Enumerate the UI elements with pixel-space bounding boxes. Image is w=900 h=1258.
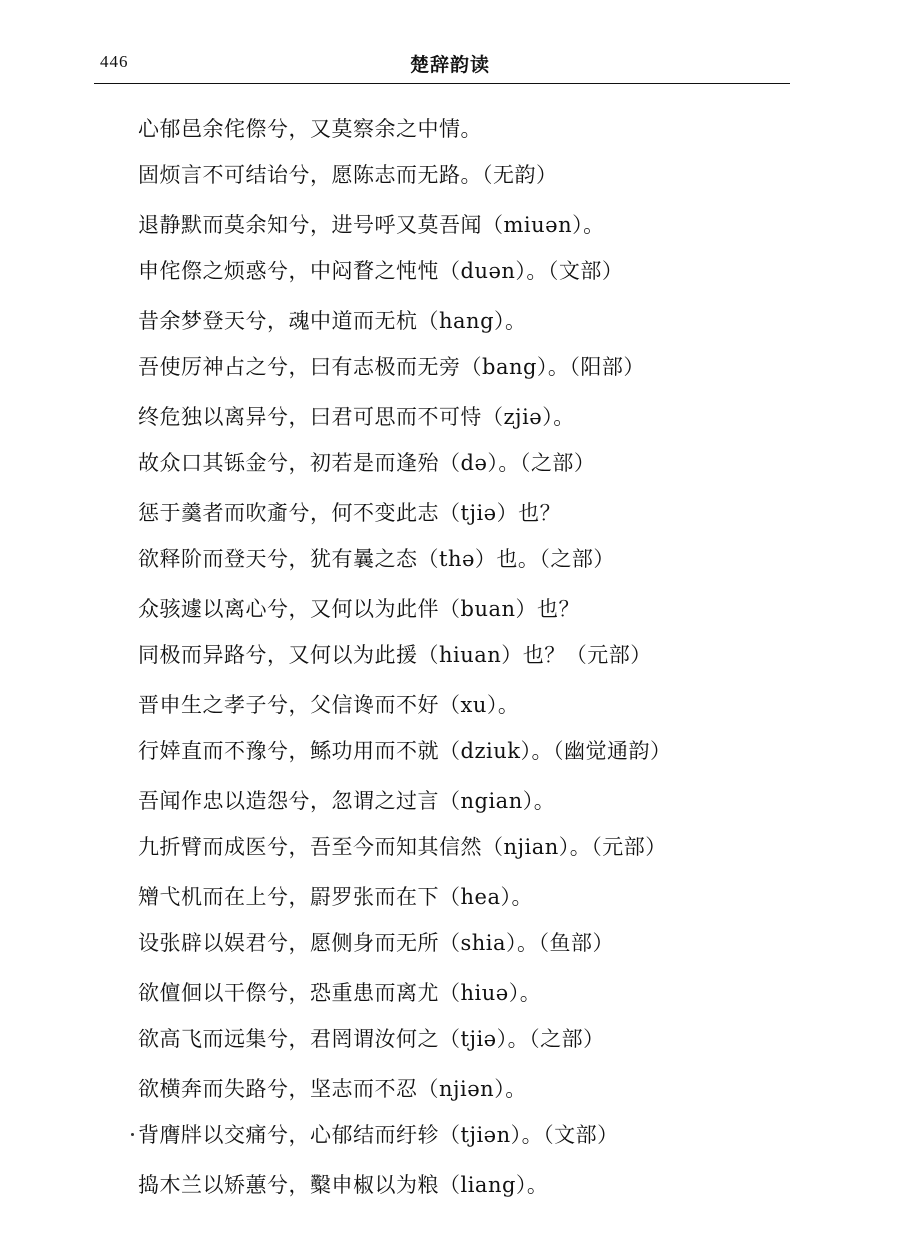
verse-line: 捣木兰以矫蕙兮，糳申椒以为粮（liang）。 [138, 1173, 549, 1197]
verse-line: 众骇遽以离心兮，又何以为此伴（buan）也？ [138, 597, 581, 621]
verse-line: 九折臂而成医兮，吾至今而知其信然（njian）。（元部） [138, 835, 667, 859]
stanza [138, 490, 798, 586]
stanza [138, 298, 798, 394]
verse-line: 背膺牉以交痛兮，心郁结而纡轸（tjiən）。（文部） [138, 1123, 619, 1147]
verse-line: 固烦言不可结诒兮，愿陈志而无路。（无韵） [138, 163, 558, 187]
stanza [138, 1066, 798, 1162]
verse-line: 申侘傺之烦惑兮，中闷瞀之忳忳（duən）。（文部） [138, 259, 624, 283]
page-number: 446 [100, 52, 129, 71]
verse-line: 故众口其铄金兮，初若是而逢殆（də）。（之部） [138, 451, 596, 475]
verse-line: 欲横奔而失路兮，坚志而不忍（njiən）。 [138, 1077, 527, 1101]
verse-line: 吾使厉神占之兮，曰有志极而无旁（bang）。（阳部） [138, 355, 645, 379]
stanza [138, 970, 798, 1066]
header-rule [94, 83, 790, 84]
verse-line: 昔余梦登天兮，魂中道而无杭（hang）。 [138, 309, 527, 333]
verse-line: 退静默而莫余知兮，进号呼又莫吾闻（miuən）。 [138, 213, 605, 237]
verse-line: 欲儃佪以干傺兮，恐重患而离尤（hiuə）。 [138, 981, 542, 1005]
verse-line: 设张辟以娱君兮，愿侧身而无所（shia）。（鱼部） [138, 931, 615, 955]
verse-line: 惩于羹者而吹齑兮，何不变此志（tjiə）也？ [138, 501, 562, 525]
verse-line: 欲释阶而登天兮，犹有曩之态（thə）也。（之部） [138, 547, 615, 571]
running-title: 楚辞韵读 [409, 54, 490, 76]
verse-line: 矰弋机而在上兮，罻罗张而在下（hea）。 [138, 885, 533, 909]
verse-line: 终危独以离异兮，曰君可思而不可恃（zjiə）。 [138, 405, 575, 429]
verse-line: 欲高飞而远集兮，君罔谓汝何之（tjiə）。（之部） [138, 1027, 605, 1051]
stanza [138, 202, 798, 298]
verse-line: 晋申生之孝子兮，父信谗而不好（xu）。 [138, 693, 520, 717]
stanza [138, 1162, 798, 1258]
verse-line: 行婞直而不豫兮，鲧功用而不就（dziuk）。（幽觉通韵） [138, 739, 672, 763]
stray-ink-dot [131, 1133, 134, 1136]
poem-body [138, 106, 798, 1258]
stanza [138, 682, 798, 778]
stanza [138, 874, 798, 970]
stanza [138, 106, 798, 202]
stanza [138, 778, 798, 874]
stanza [138, 394, 798, 490]
verse-line: 吾闻作忠以造怨兮，忽谓之过言（ngian）。 [138, 789, 556, 813]
verse-line: 心郁邑余侘傺兮，又莫察余之中情。 [138, 117, 482, 141]
verse-line: 同极而异路兮，又何以为此援（hiuan）也？（元部） [138, 643, 652, 667]
stanza [138, 586, 798, 682]
